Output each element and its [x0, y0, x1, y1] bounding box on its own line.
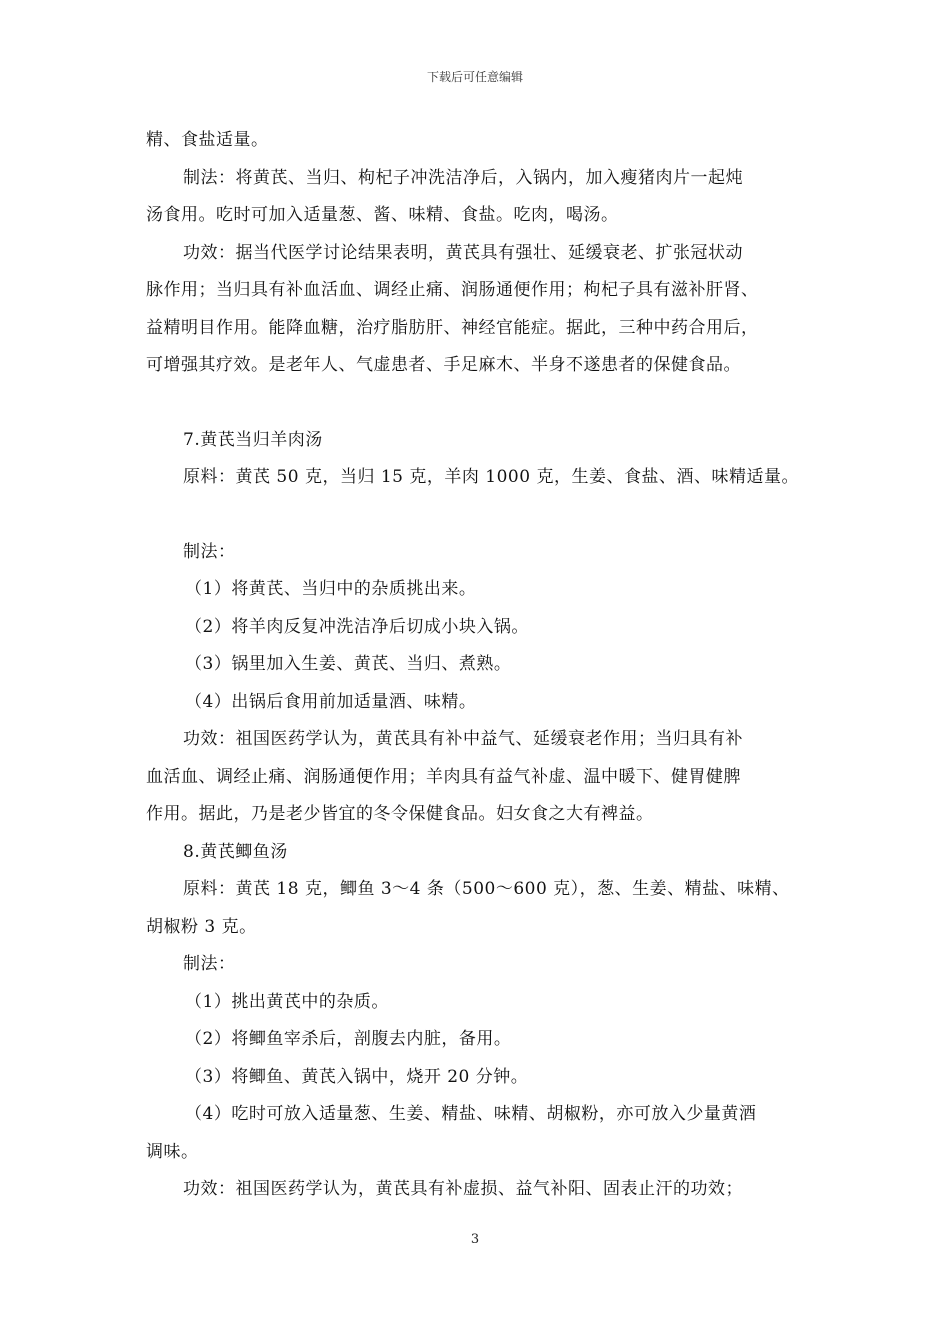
method-label: 制法： — [183, 541, 236, 562]
method-label: 制法： — [183, 954, 236, 974]
paragraph-text: 血活血、调经止痛、润肠通便作用；羊肉具有益气补虚、温中暖下、健胃健脾 — [146, 766, 741, 787]
step-item: （2）将羊肉反复冲洗洁净后切成小块入锅。 — [185, 616, 529, 637]
spacer — [146, 497, 826, 534]
step-item: （4）出锅后食用前加适量酒、味精。 — [185, 691, 477, 712]
paragraph-text: 制法：将黄芪、当归、枸杞子冲洗洁净后，入锅内，加入瘦猪肉片一起炖 — [183, 167, 743, 188]
step-item: （3）将鲫鱼、黄芪入锅中，烧开 20 分钟。 — [185, 1066, 529, 1087]
step-item: （1）将黄芪、当归中的杂质挑出来。 — [185, 579, 477, 599]
step-item: （1）挑出黄芪中的杂质。 — [185, 991, 389, 1012]
paragraph-text: 作用。据此，乃是老少皆宜的冬令保健食品。妇女食之大有裨益。 — [146, 804, 654, 824]
paragraph-text: 益精明目作用。能降血糖，治疗脂肪肝、神经官能症。据此，三种中药合用后， — [146, 317, 759, 338]
paragraph-text: 汤食用。吃时可加入适量葱、酱、味精、食盐。吃肉，喝汤。 — [146, 205, 619, 225]
paragraph-text: 功效：祖国医药学认为，黄芪具有补中益气、延缓衰老作用；当归具有补 — [183, 729, 743, 749]
step-item-continuation: 调味。 — [146, 1141, 199, 1162]
step-item: （3）锅里加入生姜、黄芪、当归、煮熟。 — [185, 654, 512, 674]
paragraph-text: 脉作用；当归具有补血活血、调经止痛、润肠通便作用；枸杞子具有滋补肝肾、 — [146, 280, 759, 300]
spacer — [146, 385, 826, 422]
paragraph-text: 功效：据当代医学讨论结果表明，黄芪具有强壮、延缓衰老、扩张冠状动 — [183, 242, 743, 263]
paragraph-text: 胡椒粉 3 克。 — [146, 916, 257, 937]
paragraph-text: 可增强其疗效。是老年人、气虚患者、手足麻木、半身不遂患者的保健食品。 — [146, 355, 741, 375]
section-title: 7.黄芪当归羊肉汤 — [183, 429, 323, 450]
page-body — [146, 122, 826, 1209]
section-title: 8.黄芪鲫鱼汤 — [183, 841, 288, 862]
page-number: 3 — [470, 1232, 480, 1247]
step-item: （4）吃时可放入适量葱、生姜、精盐、味精、胡椒粉，亦可放入少量黄酒 — [185, 1104, 757, 1124]
paragraph-text: 功效：祖国医药学认为，黄芪具有补虚损、益气补阳、固表止汗的功效； — [183, 1179, 743, 1199]
step-item: （2）将鲫鱼宰杀后，剖腹去内脏，备用。 — [185, 1029, 512, 1049]
paragraph-text: 原料：黄芪 18 克，鲫鱼 3～4 条（500～600 克），葱、生姜、精盐、味精、 — [183, 879, 790, 899]
page-header: 下载后可任意编辑 — [426, 70, 523, 84]
paragraph-text: 原料：黄芪 50 克，当归 15 克，羊肉 1000 克，生姜、食盐、酒、味精适量。 — [183, 467, 799, 487]
paragraph-text: 精、食盐适量。 — [146, 130, 269, 150]
